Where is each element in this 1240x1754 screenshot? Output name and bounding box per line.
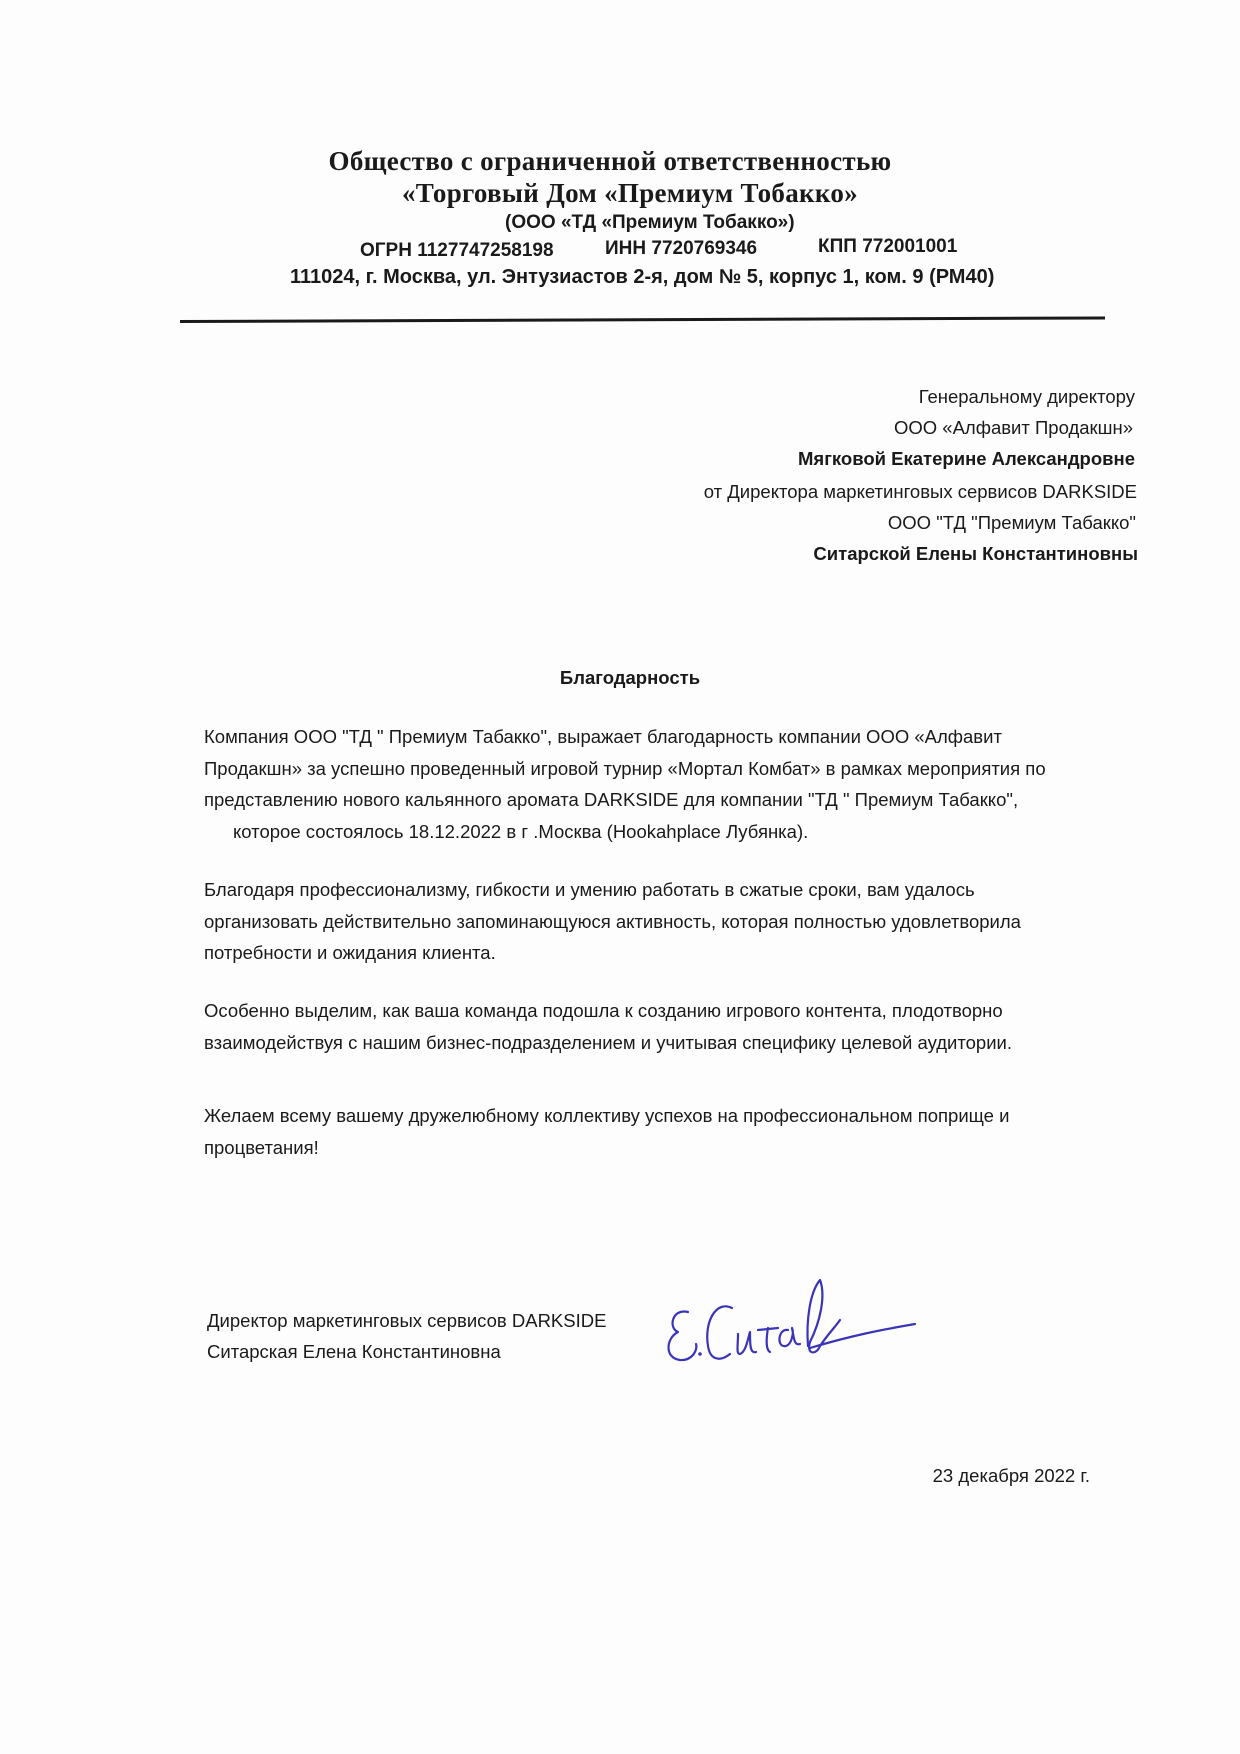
signature-stroke xyxy=(810,1324,915,1348)
body-line: Благодаря профессионализму, гибкости и умению работать в сжатые сроки, вам удалось xyxy=(204,879,975,900)
body-line: потребности и ожидания клиента. xyxy=(204,942,496,963)
org-address: 111024, г. Москва, ул. Энтузиастов 2-я, дом № 5, корпус 1, ком. 9 (РМ40) xyxy=(290,266,995,288)
body-paragraph-4 xyxy=(204,1100,1104,1163)
body-line: Особенно выделим, как ваша команда подошла к созданию игрового контента, плодотворно xyxy=(204,1000,1003,1021)
org-short-name: (ООО «ТД «Премиум Тобакко») xyxy=(505,212,795,233)
addressee-name: Мягковой Екатерине Александровне xyxy=(797,448,1135,469)
addressee-position: Генеральному директору xyxy=(918,386,1135,407)
body-paragraph-1 xyxy=(204,721,1104,847)
body-line: которое состоялось 18.12.2022 в г .Москва (Hookahplace Лубянка). xyxy=(233,820,809,842)
signatory-name: Ситарская Елена Константиновна xyxy=(207,1341,501,1362)
body-line: процветания! xyxy=(204,1136,319,1158)
sender-company: ООО "ТД "Премиум Табакко" xyxy=(887,512,1136,533)
signature-stroke xyxy=(758,1328,778,1352)
signature-stroke xyxy=(738,1332,757,1354)
body-line: Желаем всему вашему дружелюбному коллективу успехов на профессиональном поприще и xyxy=(204,1105,1010,1126)
letter-title: Благодарность xyxy=(559,667,701,688)
org-inn: ИНН 7720769346 xyxy=(605,238,758,259)
body-line: Компания ООО "ТД " Премиум Табакко", выражает благодарность компании ООО «Алфавит xyxy=(204,726,1002,747)
sender-position: от Директора маркетинговых сервисов DARKSIDE xyxy=(703,481,1137,502)
org-name-heading: «Торговый Дом «Премиум Тобакко» xyxy=(402,178,858,208)
letterhead-divider xyxy=(180,316,1105,323)
body-paragraph-2 xyxy=(204,874,1104,969)
body-paragraph-3 xyxy=(204,995,1104,1058)
signatory-position: Директор маркетинговых сервисов DARKSIDE xyxy=(207,1310,607,1331)
handwritten-signature xyxy=(660,1250,920,1380)
signature-stroke xyxy=(698,1352,702,1356)
org-type-heading: Общество с ограниченной ответственностью xyxy=(328,146,892,176)
body-line: взаимодействуя с нашим бизнес-подразделением и учитывая специфику целевой аудитории. xyxy=(204,1031,1013,1053)
signature-stroke xyxy=(779,1328,800,1346)
addressee-company: ООО «Алфавит Продакшн» xyxy=(893,417,1133,438)
letter-date: 23 декабря 2022 г. xyxy=(932,1465,1090,1486)
signature-stroke xyxy=(707,1306,732,1358)
body-line: представлению нового кальянного аромата DARKSIDE для компании "ТД " Премиум Табакко", xyxy=(204,789,1019,810)
body-line: организовать действительно запоминающуюся активность, которая полностью удовлетворила xyxy=(204,910,1021,932)
sender-name: Ситарской Елены Константиновны xyxy=(813,543,1138,564)
signature-stroke xyxy=(669,1311,697,1360)
org-ogrn: ОГРН 1127747258198 xyxy=(360,240,554,261)
body-line: Продакшн» за успешно проведенный игровой турнир «Мортал Комбат» в рамках мероприятия по xyxy=(204,757,1046,779)
org-kpp: КПП 772001001 xyxy=(818,236,958,257)
